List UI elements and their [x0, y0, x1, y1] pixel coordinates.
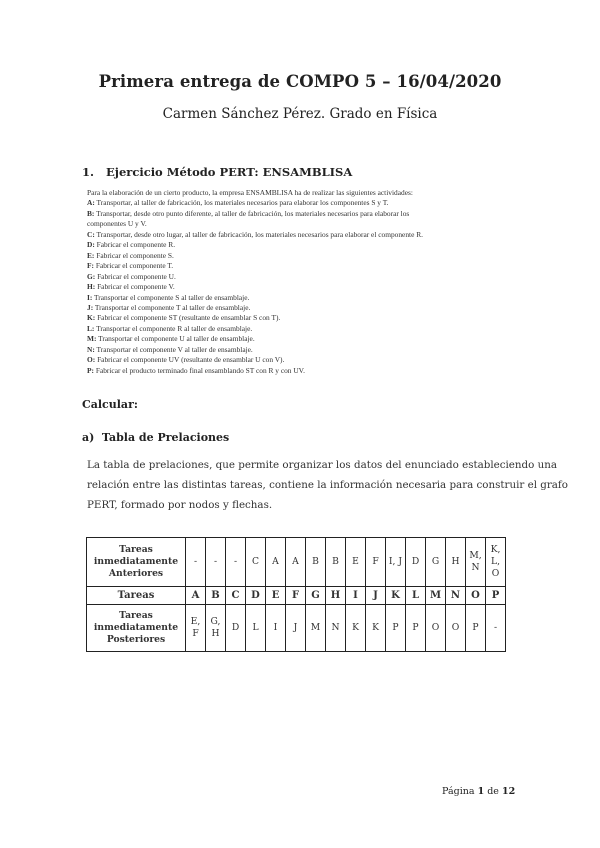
- cell-posterior-value: J: [293, 622, 298, 633]
- cell-posterior: [466, 605, 486, 652]
- activity-code: L:: [87, 323, 95, 333]
- statement-line: [87, 272, 517, 282]
- cell-posterior-value: M: [310, 622, 321, 633]
- cell-anterior: [306, 538, 326, 587]
- activity-description: Fabricar el producto terminado final ensamblando ST con R y con UV.: [93, 365, 305, 375]
- cell-posterior-value: N: [331, 622, 340, 633]
- cell-posterior-value: G, H: [210, 616, 221, 639]
- activity-description: Fabricar el componente ST (resultante de ensamblar S con T).: [95, 313, 281, 323]
- cell-anterior: [226, 538, 246, 587]
- cell-anterior: [326, 538, 346, 587]
- activity-description: Transportar el componente S al taller de ensamblaje.: [92, 292, 250, 302]
- activity-code: E:: [87, 250, 95, 260]
- statement-line: [87, 324, 517, 334]
- cell-anterior: [446, 538, 466, 587]
- cell-posterior-value: D: [231, 622, 240, 633]
- paragraph-line: PERT, formado por nodos y flechas.: [87, 498, 273, 511]
- cell-tarea: [406, 587, 426, 605]
- cell-anterior-value: -: [233, 556, 238, 567]
- cell-tarea: [246, 587, 266, 605]
- cell-tarea: [266, 587, 286, 605]
- cell-posterior-value: L: [252, 622, 259, 633]
- activity-code: O:: [87, 355, 96, 365]
- cell-tarea: [366, 587, 386, 605]
- activity-code: H:: [87, 282, 96, 292]
- cell-anterior: [206, 538, 226, 587]
- cell-tarea-value: A: [191, 589, 200, 601]
- activity-code: D:: [87, 240, 95, 250]
- cell-posterior: [406, 605, 426, 652]
- activity-code: A:: [87, 198, 95, 208]
- statement-line: [87, 345, 517, 355]
- cell-tarea: [306, 587, 326, 605]
- cell-anterior: [486, 538, 506, 587]
- cell-anterior-value: G: [431, 556, 440, 567]
- footer-of: de: [487, 786, 499, 797]
- activity-description: Para la elaboración de un cierto producto, la empresa ENSAMBLISA ha de realizar las siguientes actividades:: [87, 188, 413, 197]
- cell-posterior: [346, 605, 366, 652]
- activity-code: M:: [87, 334, 97, 344]
- cell-anterior: [286, 538, 306, 587]
- cell-anterior: [346, 538, 366, 587]
- cell-tarea: [386, 587, 406, 605]
- cell-tarea: [186, 587, 206, 605]
- cell-posterior: [266, 605, 286, 652]
- document-title: Primera entrega de COMPO 5 – 16/04/2020: [98, 72, 502, 91]
- cell-anterior: [186, 538, 206, 587]
- cell-tarea-value: L: [411, 589, 420, 601]
- cell-tarea: [286, 587, 306, 605]
- cell-tarea: [426, 587, 446, 605]
- activity-code: B:: [87, 208, 95, 218]
- cell-posterior-value: P: [412, 622, 419, 633]
- cell-posterior-value: E, F: [190, 616, 201, 639]
- cell-anterior: [386, 538, 406, 587]
- cell-tarea-value: H: [330, 589, 341, 601]
- activity-code: P:: [87, 365, 94, 375]
- cell-anterior-value: B: [332, 556, 339, 567]
- activity-code: C:: [87, 229, 95, 239]
- subsection-number: a): [82, 431, 95, 444]
- cell-anterior-value: -: [213, 556, 218, 567]
- activity-description: Transportar el componente T al taller de ensamblaje.: [93, 302, 251, 312]
- cell-tarea-value: C: [231, 589, 240, 601]
- activity-description: Fabricar el componente S.: [94, 250, 174, 260]
- cell-anterior-value: H: [451, 556, 460, 567]
- cell-posterior: [206, 605, 226, 652]
- section-heading: [82, 165, 352, 179]
- statement-line: [87, 366, 517, 376]
- cell-anterior-value: E: [352, 556, 359, 567]
- cell-tarea-value: N: [450, 589, 461, 601]
- statement-line: [87, 303, 517, 313]
- table-row-posteriores: [87, 605, 506, 652]
- statement-line: [87, 261, 517, 271]
- activity-description: Fabricar el componente U.: [95, 271, 176, 281]
- cell-anterior-value: C: [251, 556, 260, 567]
- cell-anterior: [366, 538, 386, 587]
- cell-posterior-value: P: [392, 622, 399, 633]
- statement-line: [87, 219, 517, 229]
- cell-tarea-value: J: [373, 589, 378, 601]
- page-footer: [442, 786, 515, 797]
- cell-anterior-value: B: [312, 556, 319, 567]
- activity-description: Transportar el componente V al taller de ensamblaje.: [94, 344, 253, 354]
- cell-posterior: [226, 605, 246, 652]
- activity-description: Transportar, al taller de fabricación, los materiales necesarios para elaborar los componentes S y T.: [94, 198, 389, 208]
- cell-tarea-value: M: [429, 589, 442, 601]
- statement-line: [87, 251, 517, 261]
- row-header-posteriores: Tareas inmediatamente Posteriores: [87, 605, 186, 652]
- cell-posterior-value: K: [372, 622, 379, 633]
- statement-line: [87, 209, 517, 219]
- statement-line: [87, 188, 517, 198]
- cell-posterior-value: -: [493, 622, 498, 633]
- cell-posterior-value: O: [451, 622, 460, 633]
- activity-code: G:: [87, 271, 96, 281]
- statement-line: [87, 293, 517, 303]
- subsection-heading: [82, 431, 229, 444]
- cell-posterior-value: I: [273, 622, 278, 633]
- cell-tarea: [326, 587, 346, 605]
- cell-tarea-value: F: [291, 589, 300, 601]
- activity-code: J:: [87, 302, 94, 312]
- cell-anterior: [426, 538, 446, 587]
- cell-posterior: [446, 605, 466, 652]
- calcular-heading: Calcular:: [82, 398, 138, 411]
- prelation-table: [86, 537, 506, 652]
- paragraph-line: La tabla de prelaciones, que permite organizar los datos del enunciado estableciendo una: [87, 459, 557, 471]
- cell-tarea-value: B: [211, 589, 220, 601]
- cell-anterior: [406, 538, 426, 587]
- activity-code: F:: [87, 261, 94, 271]
- intro-paragraph: [87, 456, 568, 515]
- statement-line: [87, 355, 517, 365]
- row-header-tareas: Tareas: [87, 587, 186, 605]
- cell-posterior: [306, 605, 326, 652]
- cell-anterior: [266, 538, 286, 587]
- statement-line: [87, 230, 517, 240]
- cell-posterior-value: P: [472, 622, 479, 633]
- cell-tarea-value: G: [311, 589, 320, 601]
- document-author: Carmen Sánchez Pérez. Grado en Física: [162, 106, 438, 122]
- activity-description: Transportar, desde otro lugar, al taller de fabricación, los materiales necesarios para elaborar el componente R.: [94, 229, 423, 239]
- cell-posterior: [286, 605, 306, 652]
- cell-anterior: [246, 538, 266, 587]
- cell-tarea: [226, 587, 246, 605]
- activity-code: N:: [87, 344, 95, 354]
- section-title: Ejercicio Método PERT: ENSAMBLISA: [106, 165, 353, 179]
- cell-anterior-value: F: [372, 556, 379, 567]
- activity-description: componentes U y V.: [87, 219, 147, 229]
- cell-anterior-value: A: [272, 556, 279, 567]
- cell-anterior-value: D: [411, 556, 420, 567]
- activity-code: K:: [87, 313, 96, 323]
- cell-posterior-value: O: [431, 622, 440, 633]
- table-row-anteriores: [87, 538, 506, 587]
- activity-description: Transportar el componente R al taller de ensamblaje.: [94, 323, 253, 333]
- statement-line: [87, 198, 517, 208]
- statement-line: [87, 240, 517, 250]
- problem-statement: [87, 188, 517, 376]
- cell-tarea-value: E: [271, 589, 280, 601]
- activity-description: Fabricar el componente V.: [95, 282, 175, 292]
- cell-anterior-value: I, J: [388, 556, 403, 567]
- cell-anterior-value: K, L, O: [490, 544, 501, 579]
- cell-tarea-value: O: [471, 589, 480, 601]
- activity-description: Fabricar el componente UV (resultante de ensamblar U con V).: [95, 355, 285, 365]
- paragraph-line: relación entre las distintas tareas, contiene la información necesaria para construir el grafo: [87, 478, 568, 491]
- cell-tarea: [486, 587, 506, 605]
- footer-total-pages: 12: [501, 786, 516, 797]
- cell-tarea-value: I: [353, 589, 358, 601]
- activity-description: Transportar, desde otro punto diferente, al taller de fabricación, los materiales necesarios para elaborar los: [94, 208, 410, 218]
- row-header-anteriores: Tareas inmediatamente Anteriores: [87, 538, 186, 587]
- subsection-title: Tabla de Prelaciones: [101, 431, 230, 444]
- activity-description: Fabricar el componente R.: [94, 240, 176, 250]
- cell-tarea: [206, 587, 226, 605]
- section-number: 1.: [82, 165, 95, 179]
- cell-posterior: [366, 605, 386, 652]
- cell-anterior-value: -: [193, 556, 198, 567]
- cell-tarea: [466, 587, 486, 605]
- cell-posterior: [426, 605, 446, 652]
- cell-tarea: [346, 587, 366, 605]
- cell-anterior: [466, 538, 486, 587]
- footer-page-number: 1: [477, 786, 485, 797]
- activity-description: Fabricar el componente T.: [93, 261, 174, 271]
- cell-anterior-value: A: [292, 556, 299, 567]
- cell-tarea-value: D: [251, 589, 260, 601]
- cell-posterior: [326, 605, 346, 652]
- statement-line: [87, 334, 517, 344]
- cell-tarea-value: K: [391, 589, 400, 601]
- cell-posterior-value: K: [352, 622, 359, 633]
- cell-anterior-value: M, N: [469, 550, 482, 573]
- activity-code: I:: [87, 292, 93, 302]
- statement-line: [87, 282, 517, 292]
- footer-label: Página: [442, 786, 475, 797]
- cell-tarea-value: P: [491, 589, 500, 601]
- statement-line: [87, 313, 517, 323]
- cell-posterior: [486, 605, 506, 652]
- cell-posterior: [246, 605, 266, 652]
- table-row-tareas: [87, 587, 506, 605]
- cell-tarea: [446, 587, 466, 605]
- cell-posterior: [186, 605, 206, 652]
- cell-posterior: [386, 605, 406, 652]
- activity-description: Transportar el componente U al taller de ensamblaje.: [96, 334, 255, 344]
